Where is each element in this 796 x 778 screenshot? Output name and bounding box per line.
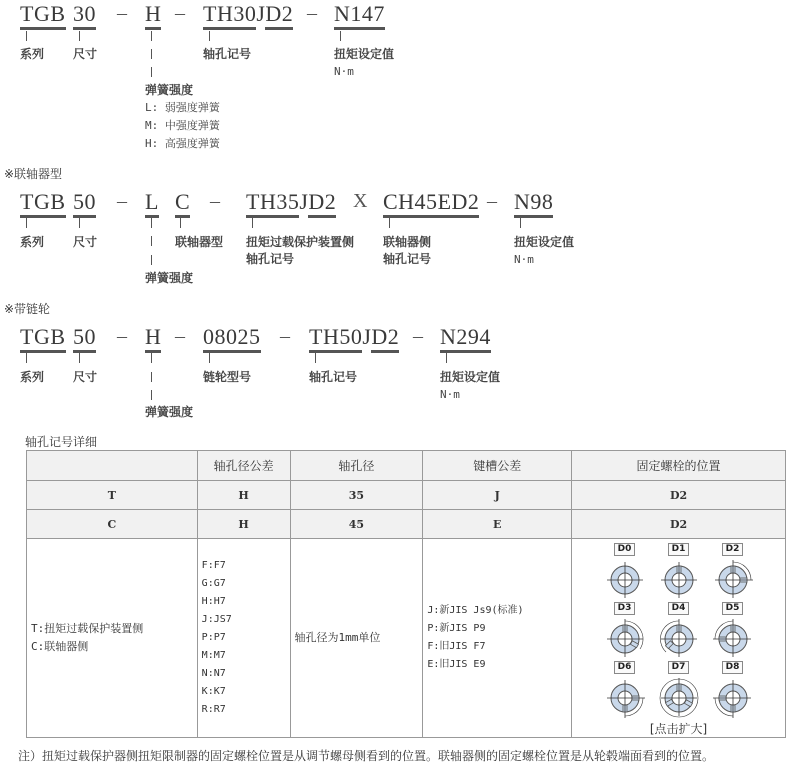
diagram-tag: D7: [668, 661, 690, 674]
tick: [79, 31, 80, 41]
spring-option-l: L: 弱强度弹簧: [145, 101, 220, 114]
table-cell: H: [197, 481, 290, 510]
tick: [180, 218, 181, 228]
header-cell: 轴孔径: [290, 451, 423, 481]
label-limiter-side-hole: 轴孔记号: [246, 252, 295, 266]
keyway-line: J:新JIS Js9(标准): [427, 605, 524, 616]
tolerance-line: G:G7: [201, 578, 226, 589]
tick: [209, 353, 210, 363]
diagram-d1: [652, 543, 706, 600]
separator: –: [487, 190, 497, 212]
label-torque: 扭矩设定值: [514, 235, 575, 249]
label-shaft-hole: 轴孔记号: [203, 47, 252, 61]
tolerance-line: N:N7: [201, 668, 226, 679]
code-shaft-hole-part2: J: [256, 1, 266, 26]
table-row: [27, 481, 786, 510]
label-size: 尺寸: [73, 370, 98, 384]
diameter-text: 轴孔径为1mm单位: [294, 631, 381, 644]
diagram-tag: D6: [614, 661, 636, 674]
diagram-tag: D1: [668, 543, 690, 556]
ring-icon: [600, 556, 650, 600]
diameter-cell: [290, 539, 423, 738]
label-torque-unit: N·m: [440, 388, 460, 401]
label-spring: 弹簧强度: [145, 271, 194, 285]
label-spring: 弹簧强度: [145, 405, 194, 419]
code-size: 50: [73, 190, 96, 218]
separator: –: [280, 325, 290, 347]
code-torque: N294: [440, 325, 491, 353]
code-part: D2: [308, 189, 336, 218]
tick: [520, 218, 521, 228]
code-torque: N147: [334, 2, 385, 30]
diagram-tag: D5: [722, 602, 744, 615]
tick: [340, 31, 341, 41]
label-coupling-type: 联轴器型: [175, 235, 224, 249]
code-coupling-shaft-hole: [383, 190, 479, 214]
label-coupling-side-hole: 轴孔记号: [383, 252, 432, 266]
table-cell: C: [27, 510, 198, 539]
table-cell: H: [197, 510, 290, 539]
diagram-d4: [652, 602, 706, 659]
tick: [79, 353, 80, 363]
diagram-tag: D0: [614, 543, 636, 556]
tolerance-line: M:M7: [201, 650, 226, 661]
footnote: 注）扭矩过载保护器侧扭矩限制器的固定螺栓位置是从调节螺母侧看到的位置。联轴器侧的固定螺栓位置是从轮毂端面看到的位置。: [18, 749, 715, 763]
tick: [252, 218, 253, 228]
tick: [209, 31, 210, 41]
tick: [389, 218, 390, 228]
enlarge-link[interactable]: [点击扩大]: [649, 722, 708, 736]
ring-icon: [654, 556, 704, 600]
label-torque: 扭矩设定值: [440, 370, 501, 384]
code-shaft-hole-part3: D2: [265, 1, 293, 30]
table-cell: T: [27, 481, 198, 510]
code-shaft-hole: [203, 2, 293, 26]
header-cell: 轴孔径公差: [197, 451, 290, 481]
ring-icon: [654, 615, 704, 659]
label-size: 尺寸: [73, 235, 98, 249]
code-size: 50: [73, 325, 96, 353]
table-cell: J: [423, 481, 572, 510]
label-torque-unit: N·m: [334, 65, 354, 78]
code-sprocket: 08025: [203, 325, 261, 353]
tolerance-cell: [197, 539, 290, 738]
tick: [151, 390, 152, 400]
table-cell: D2: [572, 510, 786, 539]
diagram-d0: [598, 543, 652, 600]
label-torque-unit: N·m: [514, 253, 534, 266]
code-series: TGB: [20, 190, 66, 218]
tolerance-line: F:F7: [201, 560, 226, 571]
label-limiter-side: 扭矩过载保护装置侧: [246, 235, 355, 249]
tick: [151, 236, 152, 246]
code-size: 30: [73, 2, 96, 30]
code-series: TGB: [20, 325, 66, 353]
table-row-details: [27, 539, 786, 738]
header-cell: 键槽公差: [423, 451, 572, 481]
separator: –: [307, 2, 317, 24]
code-part: D2: [452, 189, 480, 218]
code-torque: N98: [514, 190, 553, 218]
code-shaft-hole-part1: TH30: [203, 1, 256, 30]
tolerance-line: K:K7: [201, 686, 226, 697]
ring-icon: [654, 674, 704, 718]
diagram-tag: D4: [668, 602, 690, 615]
ring-icon: [708, 674, 758, 718]
code-spring: H: [145, 2, 161, 30]
section-heading-coupling: ※联轴器型: [4, 167, 63, 181]
diagram-d5: [706, 602, 760, 659]
cross-separator: X: [353, 190, 368, 212]
label-sprocket: 链轮型号: [203, 370, 252, 384]
code-series: TGB: [20, 2, 66, 30]
diagram-d3: [598, 602, 652, 659]
section-heading-sprocket: ※带链轮: [4, 302, 51, 316]
code-part: TH35: [246, 189, 299, 218]
table-caption: 轴孔记号详细: [25, 435, 98, 449]
separator: –: [117, 190, 127, 212]
code-part: TH50: [309, 324, 362, 353]
table-cell: 45: [290, 510, 423, 539]
separator: –: [413, 325, 423, 347]
header-cell: [27, 451, 198, 481]
tick: [151, 49, 152, 59]
side-line: T:扭矩过载保护装置侧: [31, 622, 144, 635]
ring-icon: [600, 674, 650, 718]
ring-icon: [708, 615, 758, 659]
code-spring: L: [145, 190, 159, 218]
tolerance-line: J:JS7: [201, 614, 232, 625]
header-cell: 固定螺栓的位置: [572, 451, 786, 481]
side-cell: [27, 539, 198, 738]
tick: [151, 372, 152, 382]
tick: [151, 255, 152, 265]
label-series: 系列: [20, 370, 45, 384]
tick: [26, 218, 27, 228]
tick: [446, 353, 447, 363]
label-size: 尺寸: [73, 47, 98, 61]
separator: –: [210, 190, 220, 212]
diagram-d2: [706, 543, 760, 600]
side-line: C:联轴器侧: [31, 640, 89, 653]
spring-option-h: H: 高强度弹簧: [145, 137, 220, 150]
label-spring: 弹簧强度: [145, 83, 194, 97]
tolerance-line: R:R7: [201, 704, 226, 715]
tick: [151, 353, 152, 363]
label-series: 系列: [20, 47, 45, 61]
tick: [151, 67, 152, 77]
diagram-d6: [598, 661, 652, 718]
tick: [79, 218, 80, 228]
label-series: 系列: [20, 235, 45, 249]
table-row: [27, 510, 786, 539]
code-shaft-hole: [309, 325, 399, 349]
label-torque: 扭矩设定值: [334, 47, 395, 61]
code-part: CH45: [383, 189, 438, 218]
diagram-d8: [706, 661, 760, 718]
tick: [151, 218, 152, 228]
tick: [151, 31, 152, 41]
code-part: J: [362, 324, 372, 349]
tick: [26, 353, 27, 363]
keyway-line: F:旧JIS F7: [427, 641, 486, 652]
table-cell: 35: [290, 481, 423, 510]
ring-icon: [708, 556, 758, 600]
table-cell: D2: [572, 481, 786, 510]
label-coupling-side: 联轴器侧: [383, 235, 432, 249]
separator: –: [175, 2, 185, 24]
tolerance-line: H:H7: [201, 596, 226, 607]
diagram-tag: D8: [722, 661, 744, 674]
separator: –: [175, 325, 185, 347]
bolt-position-diagrams[interactable]: [572, 539, 785, 718]
code-part: E: [438, 189, 452, 218]
code-limiter-shaft-hole: [246, 190, 336, 214]
diagram-tag: D2: [722, 543, 744, 556]
tick: [26, 31, 27, 41]
table-cell: E: [423, 510, 572, 539]
separator: –: [117, 2, 127, 24]
label-shaft-hole: 轴孔记号: [309, 370, 358, 384]
separator: –: [117, 325, 127, 347]
tick: [315, 353, 316, 363]
code-part: J: [299, 189, 309, 214]
code-spring: H: [145, 325, 161, 353]
code-part: D2: [371, 324, 399, 353]
code-coupling-type: C: [175, 190, 190, 218]
tolerance-line: P:P7: [201, 632, 226, 643]
bolt-position-cell[interactable]: [572, 539, 786, 738]
spring-option-m: M: 中强度弹簧: [145, 119, 220, 132]
keyway-cell: [423, 539, 572, 738]
diagram-d7: [652, 661, 706, 718]
keyway-line: P:新JIS P9: [427, 623, 486, 634]
keyway-line: E:旧JIS E9: [427, 659, 486, 670]
table-header-row: [27, 451, 786, 481]
ring-icon: [600, 615, 650, 659]
diagram-tag: D3: [614, 602, 636, 615]
shaft-hole-detail-table: [26, 450, 786, 738]
